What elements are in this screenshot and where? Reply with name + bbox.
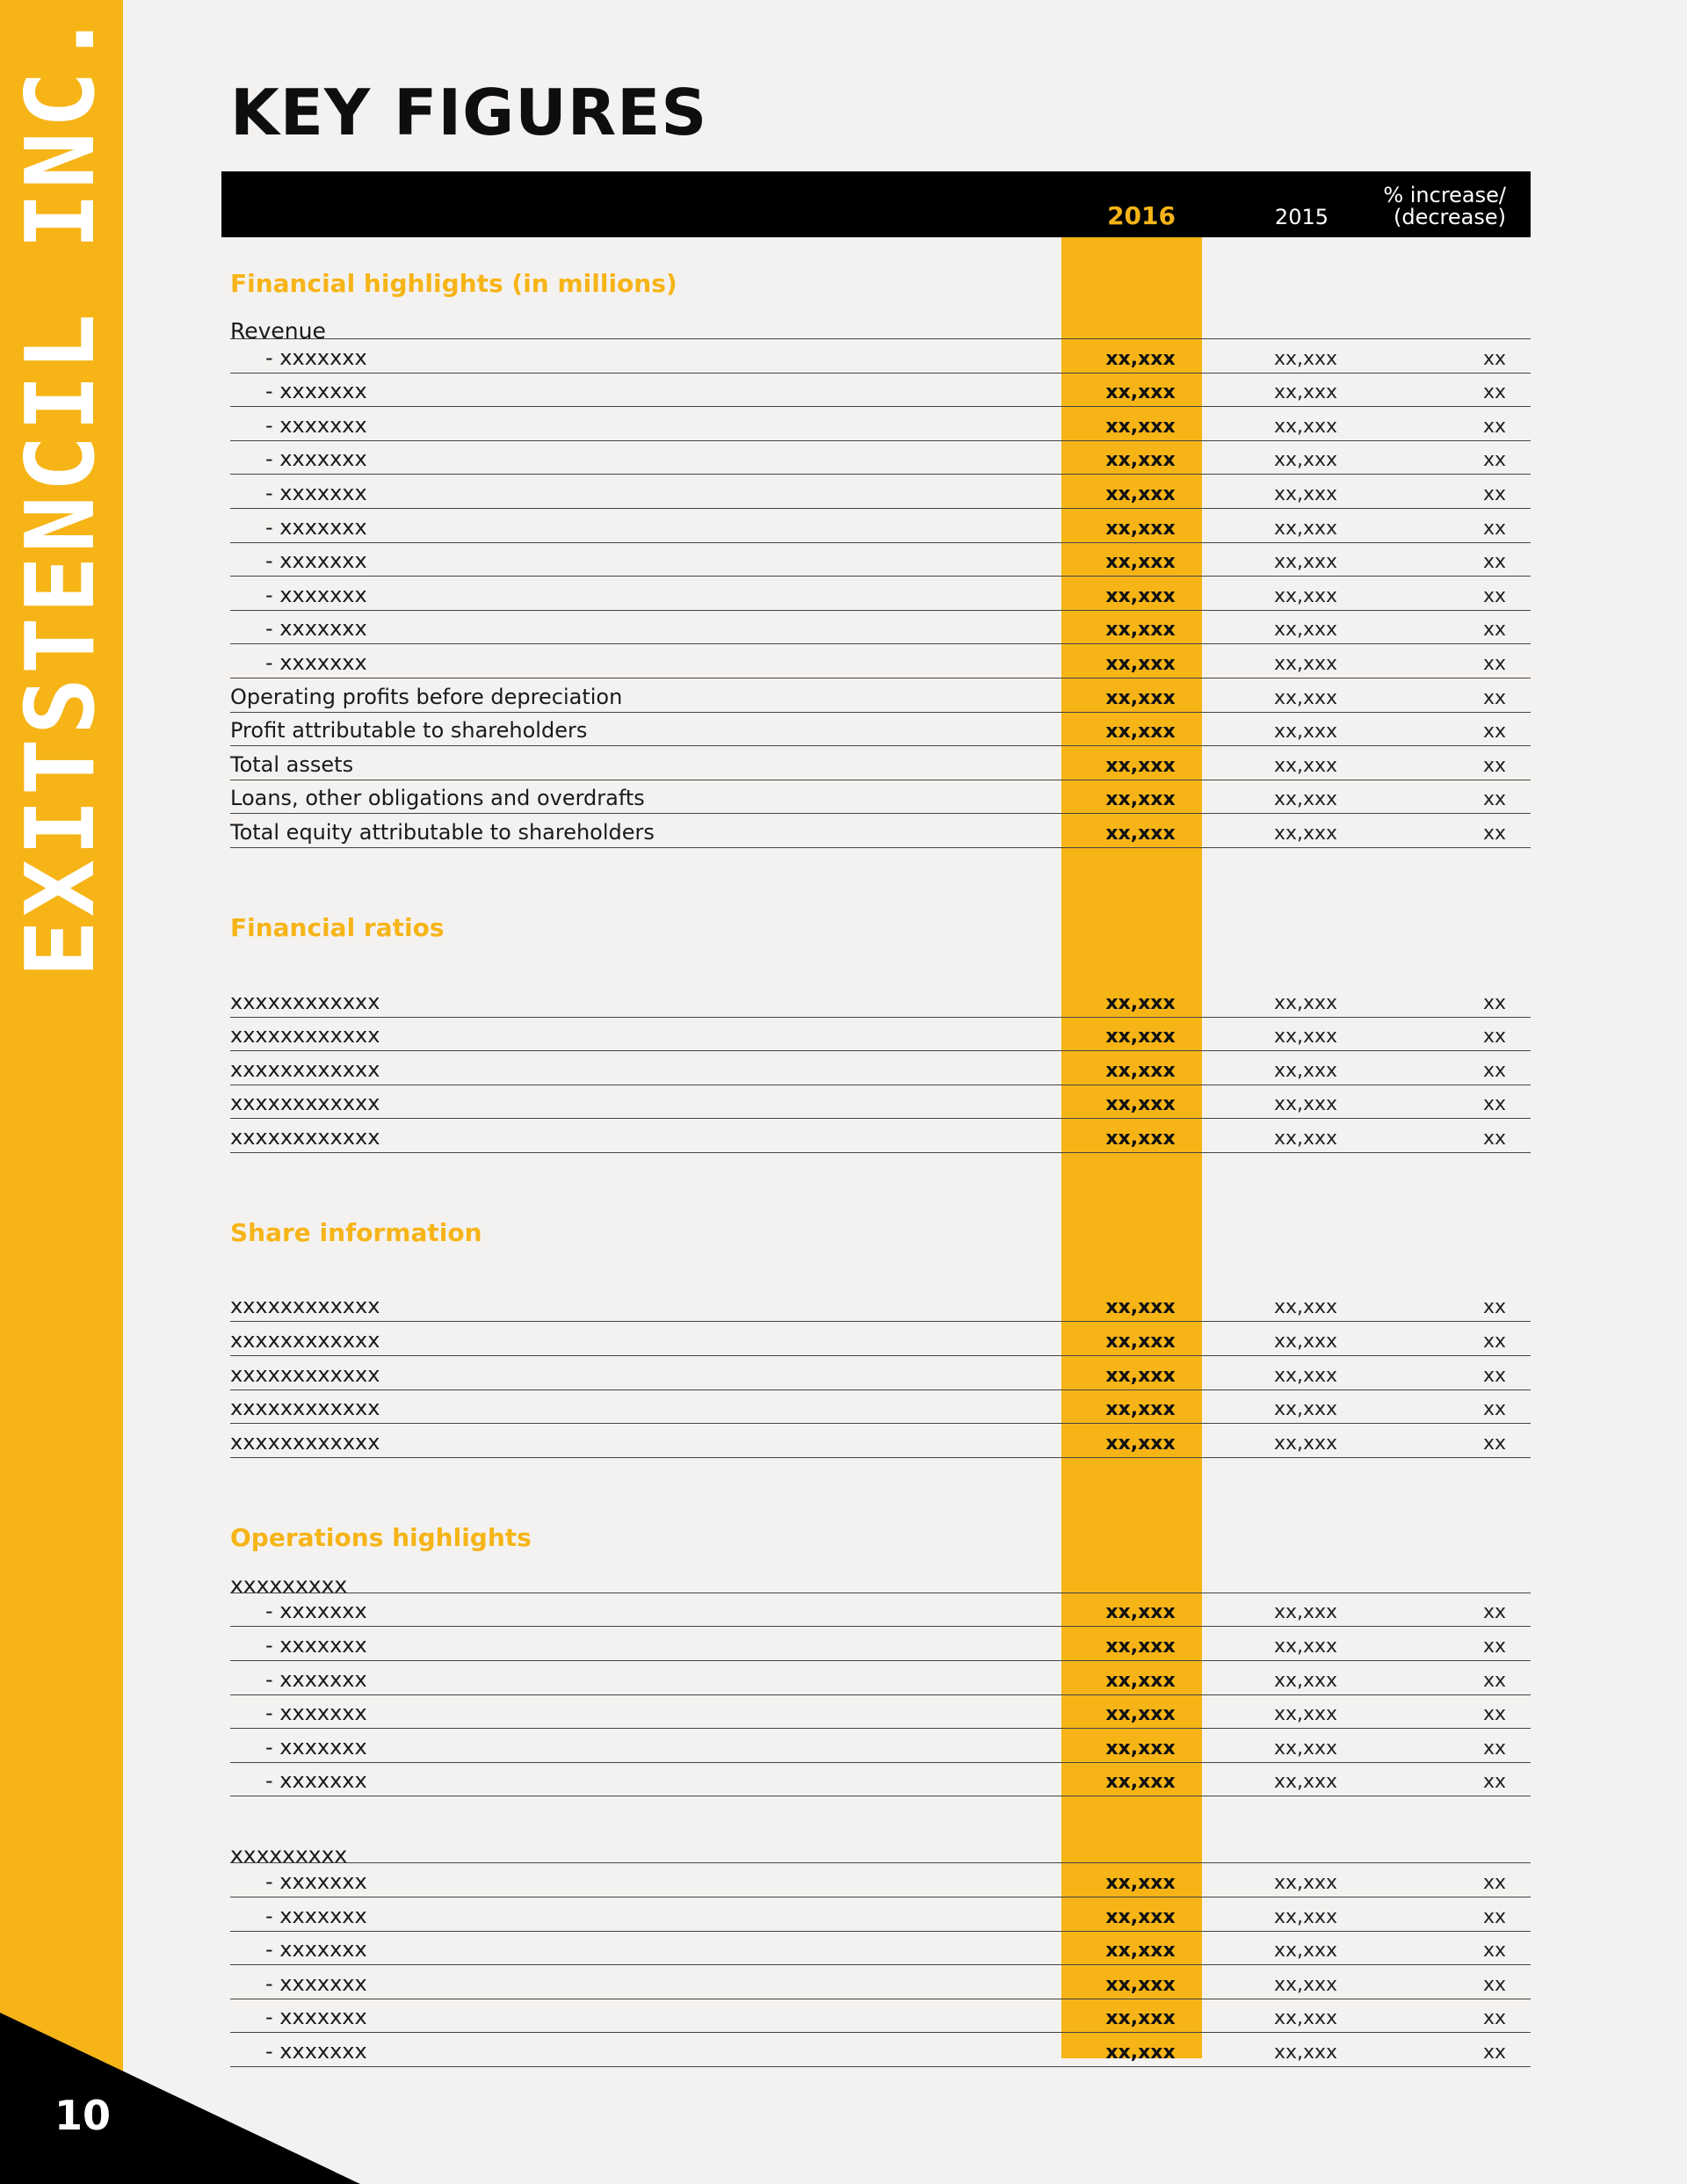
row-label: xxxxxxxxxxxx [230,1294,380,1319]
row-label: - xxxxxxx [265,2005,367,2030]
table-row [230,577,1531,611]
value-2015: xx,xxx [1273,1940,1338,1963]
value-2016: xx,xxx [1105,652,1176,675]
value-change: xx [1482,652,1506,675]
group-label: xxxxxxxxx [230,1823,1531,1863]
value-change: xx [1482,1669,1506,1692]
table-row [230,1018,1531,1052]
value-2016: xx,xxx [1105,1940,1176,1963]
value-2016: xx,xxx [1105,1296,1176,1319]
value-2016: xx,xxx [1105,686,1176,709]
row-label: - xxxxxxx [265,1701,367,1726]
value-2016: xx,xxx [1105,415,1176,438]
value-2015: xx,xxx [1273,991,1338,1014]
table-row [230,407,1531,441]
table-row [230,475,1531,509]
value-2016: xx,xxx [1105,1093,1176,1116]
key-figures-table [230,237,1531,2067]
group-label: xxxxxxxxx [230,1553,1531,1593]
value-2015: xx,xxx [1273,1737,1338,1760]
row-label: - xxxxxxx [265,1666,367,1692]
value-2015: xx,xxx [1273,619,1338,642]
value-change: xx [1482,1296,1506,1319]
value-change: xx [1482,381,1506,404]
row-label: - xxxxxxx [265,616,367,642]
value-change: xx [1482,1432,1506,1455]
value-2016: xx,xxx [1105,1737,1176,1760]
column-header-change-line1: % increase/ [1383,182,1506,207]
value-2015: xx,xxx [1273,1636,1338,1658]
brand-name: EXITSTENCIL INC. [6,6,116,978]
row-label: - xxxxxxx [265,1599,367,1624]
table-row [230,814,1531,848]
value-2016: xx,xxx [1105,822,1176,845]
value-change: xx [1482,347,1506,370]
value-2015: xx,xxx [1273,1026,1338,1048]
section-title: Financial highlights (in millions) [230,269,677,298]
table-row [230,678,1531,713]
row-label: - xxxxxxx [265,1937,367,1963]
row-label: - xxxxxxx [265,548,367,574]
value-change: xx [1482,721,1506,744]
row-label: - xxxxxxx [265,412,367,438]
value-2016: xx,xxx [1105,1331,1176,1353]
value-change: xx [1482,991,1506,1014]
row-label: xxxxxxxxxxxx [230,1328,380,1353]
value-change: xx [1482,551,1506,574]
value-2015: xx,xxx [1273,754,1338,777]
table-row [230,1288,1531,1323]
row-label: xxxxxxxxxxxx [230,1396,380,1421]
value-2015: xx,xxx [1273,1059,1338,1082]
value-2016: xx,xxx [1105,551,1176,574]
row-label: - xxxxxxx [265,379,367,404]
row-label: - xxxxxxx [265,2038,367,2064]
table-row [230,509,1531,543]
section-title: Financial ratios [230,912,445,942]
value-2016: xx,xxx [1105,1872,1176,1894]
page-number: 10 [54,2092,112,2139]
table-row [230,1897,1531,1932]
row-label: - xxxxxxx [265,345,367,370]
table-row [230,644,1531,678]
table-row [230,1627,1531,1661]
column-header-2016: 2016 [1107,200,1176,230]
value-2016: xx,xxx [1105,517,1176,540]
table-row [230,1661,1531,1695]
value-2016: xx,xxx [1105,788,1176,811]
value-2016: xx,xxx [1105,1059,1176,1082]
value-2015: xx,xxx [1273,381,1338,404]
table-row [230,1729,1531,1763]
value-2016: xx,xxx [1105,2041,1176,2064]
value-2016: xx,xxx [1105,1669,1176,1692]
table-row [230,1051,1531,1085]
value-change: xx [1482,1940,1506,1963]
table-row [230,543,1531,577]
value-2015: xx,xxx [1273,1296,1338,1319]
group-label [230,943,1531,983]
section-spacer [230,1458,1531,1491]
table-row [230,1763,1531,1797]
table-row [230,1424,1531,1458]
table-row [230,713,1531,747]
value-2016: xx,xxx [1105,381,1176,404]
value-2016: xx,xxx [1105,754,1176,777]
value-2016: xx,xxx [1105,1703,1176,1726]
value-2015: xx,xxx [1273,584,1338,607]
group-label: Revenue [230,299,1531,339]
value-2016: xx,xxx [1105,483,1176,505]
value-change: xx [1482,788,1506,811]
table-row [230,1322,1531,1356]
value-2015: xx,xxx [1273,652,1338,675]
table-row [230,441,1531,475]
value-2015: xx,xxx [1273,1432,1338,1455]
value-2016: xx,xxx [1105,1026,1176,1048]
row-label: Total assets [230,751,354,777]
table-row [230,611,1531,645]
value-change: xx [1482,1364,1506,1387]
row-label: xxxxxxxxxxxx [230,989,380,1014]
value-2016: xx,xxx [1105,619,1176,642]
value-change: xx [1482,619,1506,642]
row-label: - xxxxxxx [265,1734,367,1760]
value-2015: xx,xxx [1273,347,1338,370]
value-2015: xx,xxx [1273,517,1338,540]
value-change: xx [1482,415,1506,438]
table-row [230,1695,1531,1730]
value-change: xx [1482,517,1506,540]
row-label: xxxxxxxxxxxx [230,1124,380,1150]
table-row [230,746,1531,780]
value-change: xx [1482,1601,1506,1624]
table-row [230,1932,1531,1966]
value-2015: xx,xxx [1273,822,1338,845]
value-2015: xx,xxx [1273,483,1338,505]
row-label: - xxxxxxx [265,1633,367,1658]
row-label: xxxxxxxxxxxx [230,1429,380,1455]
row-label: - xxxxxxx [265,1768,367,1794]
table-header-bar [221,171,1531,237]
value-2016: xx,xxx [1105,584,1176,607]
value-change: xx [1482,754,1506,777]
table-row [230,2033,1531,2067]
row-label: - xxxxxxx [265,582,367,607]
row-label: Loans, other obligations and overdrafts [230,786,645,811]
value-2016: xx,xxx [1105,1636,1176,1658]
table-row [230,1085,1531,1120]
value-2015: xx,xxx [1273,2007,1338,2030]
value-change: xx [1482,2007,1506,2030]
value-2016: xx,xxx [1105,1905,1176,1928]
row-label: xxxxxxxxxxxx [230,1361,380,1387]
value-change: xx [1482,1331,1506,1353]
value-2016: xx,xxx [1105,1127,1176,1150]
row-label: - xxxxxxx [265,1869,367,1894]
value-2016: xx,xxx [1105,1973,1176,1996]
value-change: xx [1482,1737,1506,1760]
table-row [230,1593,1531,1628]
row-label: xxxxxxxxxxxx [230,1091,380,1116]
value-2016: xx,xxx [1105,1398,1176,1421]
group-spacer [230,1796,1531,1823]
value-change: xx [1482,1026,1506,1048]
value-2016: xx,xxx [1105,991,1176,1014]
row-label: - xxxxxxx [265,1970,367,1996]
table-row [230,374,1531,408]
row-label: - xxxxxxx [265,1903,367,1928]
value-change: xx [1482,686,1506,709]
row-label: Total equity attributable to shareholders [230,819,655,845]
row-label: Profit attributable to shareholders [230,718,588,744]
value-2016: xx,xxx [1105,2007,1176,2030]
value-change: xx [1482,449,1506,472]
table-row [230,983,1531,1018]
section-title: Operations highlights [230,1522,532,1552]
row-label: - xxxxxxx [265,514,367,540]
value-change: xx [1482,1872,1506,1894]
value-change: xx [1482,1127,1506,1150]
table-row [230,1999,1531,2034]
table-row [230,1390,1531,1425]
column-header-2015: 2015 [1274,204,1329,229]
row-label: - xxxxxxx [265,480,367,505]
value-2015: xx,xxx [1273,1127,1338,1150]
table-row [230,1965,1531,1999]
page-title: KEY FIGURES [230,76,708,149]
value-2015: xx,xxx [1273,1905,1338,1928]
table-row [230,1356,1531,1390]
value-2015: xx,xxx [1273,449,1338,472]
value-2015: xx,xxx [1273,1398,1338,1421]
value-2015: xx,xxx [1273,415,1338,438]
value-2015: xx,xxx [1273,551,1338,574]
value-2015: xx,xxx [1273,1093,1338,1116]
column-header-change [1383,182,1506,229]
value-change: xx [1482,1636,1506,1658]
value-2016: xx,xxx [1105,1364,1176,1387]
value-2015: xx,xxx [1273,686,1338,709]
value-2015: xx,xxx [1273,2041,1338,2064]
value-2015: xx,xxx [1273,1364,1338,1387]
row-label: - xxxxxxx [265,446,367,472]
table-row [230,339,1531,374]
value-change: xx [1482,584,1506,607]
table-row [230,1863,1531,1897]
value-2015: xx,xxx [1273,1331,1338,1353]
value-change: xx [1482,2041,1506,2064]
table-row [230,780,1531,815]
table-row [230,1119,1531,1153]
value-change: xx [1482,1398,1506,1421]
value-2015: xx,xxx [1273,1601,1338,1624]
value-2015: xx,xxx [1273,1973,1338,1996]
value-2015: xx,xxx [1273,1669,1338,1692]
value-change: xx [1482,1973,1506,1996]
value-2015: xx,xxx [1273,1703,1338,1726]
value-2016: xx,xxx [1105,1432,1176,1455]
value-2015: xx,xxx [1273,721,1338,744]
section-title: Share information [230,1217,482,1247]
row-label: Operating profits before depreciation [230,684,623,709]
value-change: xx [1482,1771,1506,1794]
value-2016: xx,xxx [1105,1771,1176,1794]
row-label: xxxxxxxxxxxx [230,1056,380,1082]
value-change: xx [1482,822,1506,845]
column-header-change-line2: (decrease) [1393,204,1506,229]
value-2015: xx,xxx [1273,788,1338,811]
value-2016: xx,xxx [1105,347,1176,370]
section-spacer [230,1153,1531,1186]
value-change: xx [1482,1059,1506,1082]
value-2015: xx,xxx [1273,1872,1338,1894]
value-change: xx [1482,483,1506,505]
section-spacer [230,848,1531,882]
group-label [230,1248,1531,1288]
value-change: xx [1482,1093,1506,1116]
value-2016: xx,xxx [1105,721,1176,744]
value-2015: xx,xxx [1273,1771,1338,1794]
value-change: xx [1482,1703,1506,1726]
value-2016: xx,xxx [1105,1601,1176,1624]
row-label: - xxxxxxx [265,649,367,675]
value-change: xx [1482,1905,1506,1928]
row-label: xxxxxxxxxxxx [230,1023,380,1048]
value-2016: xx,xxx [1105,449,1176,472]
